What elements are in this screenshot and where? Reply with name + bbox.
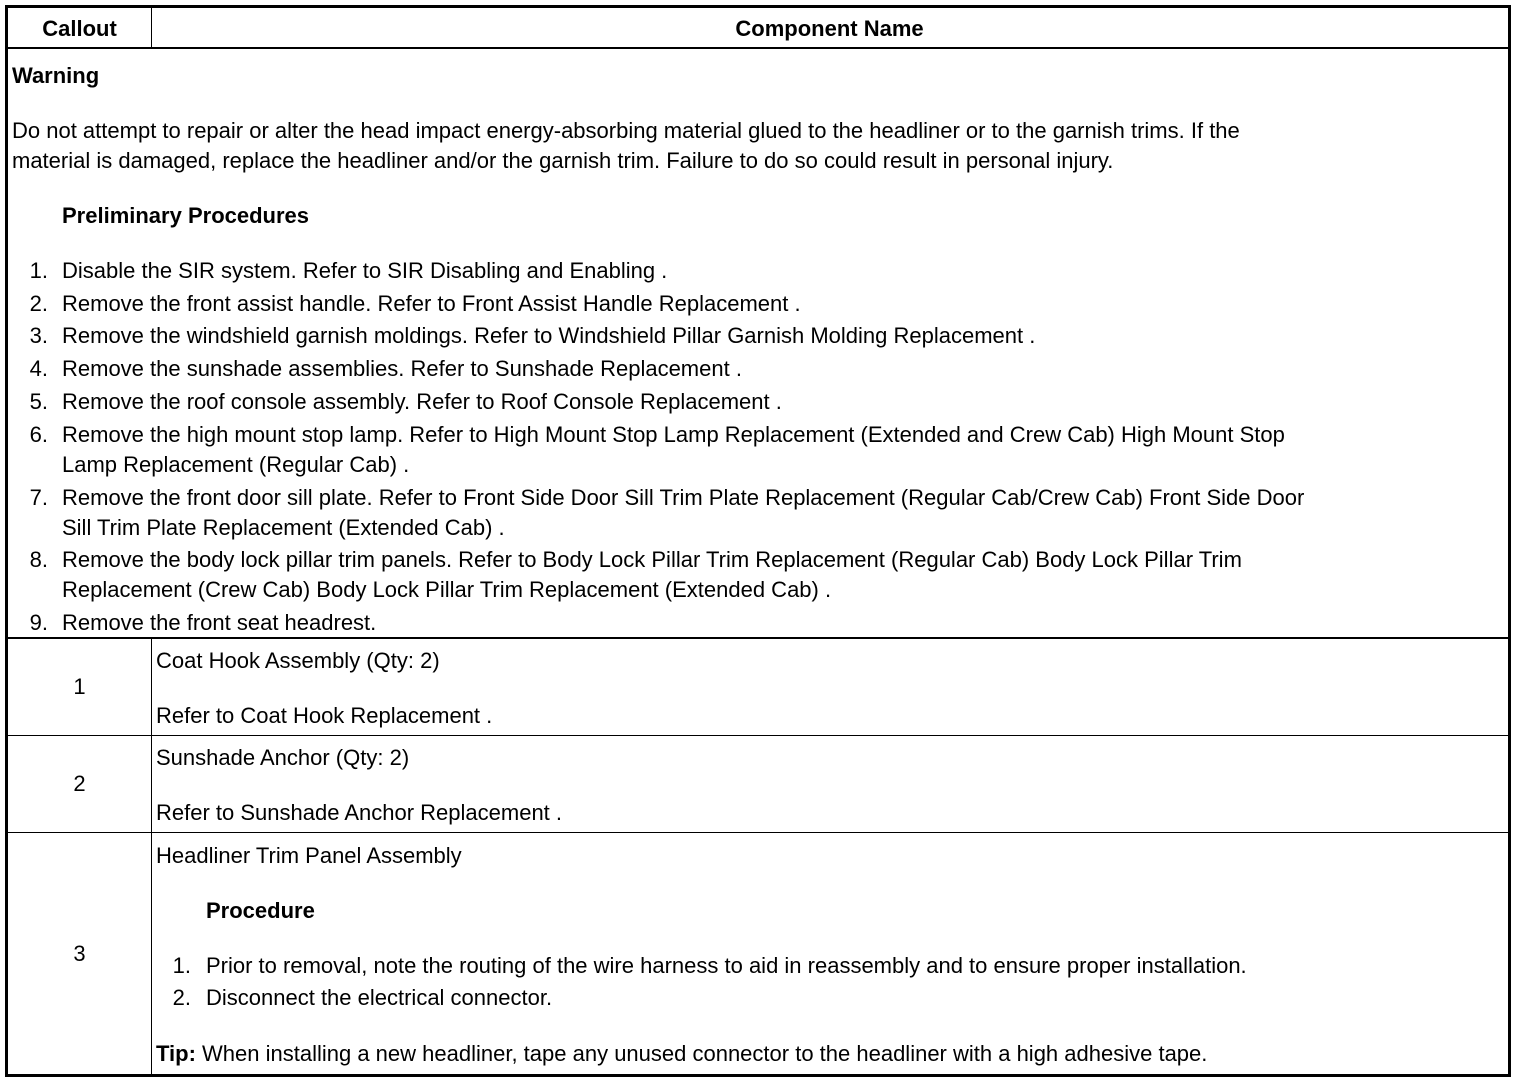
- step-text: Remove the roof console assembly. Refer to Roof Console Replacement .: [62, 389, 782, 414]
- preliminary-heading: Preliminary Procedures: [62, 203, 310, 228]
- procedure-heading: Procedure: [206, 898, 315, 923]
- step-number: 7.: [29, 485, 48, 510]
- component-table: [5, 5, 1511, 1077]
- step-number: 4.: [29, 356, 48, 381]
- step-text: Remove the sunshade assemblies. Refer to Sunshade Replacement .: [62, 356, 742, 381]
- step-text: Prior to removal, note the routing of the wire harness to aid in reassembly and to ensure proper installation.: [206, 953, 1247, 978]
- warning-text-line1: Do not attempt to repair or alter the head impact energy-absorbing material glued to the headliner or to the garnish trims. If the: [12, 118, 1240, 143]
- table-row: [8, 639, 1508, 736]
- step-number: 1.: [172, 953, 191, 978]
- step-number: 5.: [29, 389, 48, 414]
- step-number: 1.: [29, 258, 48, 283]
- callout-number: 1: [8, 639, 152, 735]
- step-text: Remove the front seat headrest.: [62, 610, 377, 635]
- step-number: 3.: [29, 323, 48, 348]
- step-text-continued: Sill Trim Plate Replacement (Extended Cab) .: [62, 515, 505, 540]
- header-component-name: Component Name: [735, 15, 924, 41]
- table-header: [8, 8, 1508, 49]
- step-number: 6.: [29, 422, 48, 447]
- table-row: [8, 833, 1508, 1074]
- callout-number: 3: [8, 833, 152, 1074]
- table-row: [8, 736, 1508, 833]
- step-text: Disable the SIR system. Refer to SIR Disabling and Enabling .: [62, 258, 668, 283]
- step-text: Remove the front assist handle. Refer to Front Assist Handle Replacement .: [62, 291, 801, 316]
- callout-number: 2: [8, 736, 152, 832]
- step-text: Disconnect the electrical connector.: [206, 985, 553, 1010]
- step-text-continued: Lamp Replacement (Regular Cab) .: [62, 452, 410, 477]
- step-number: 2.: [172, 985, 191, 1010]
- component-cell: [151, 833, 1508, 1074]
- warning-text-line2: material is damaged, replace the headliner and/or the garnish trim. Failure to do so could result in personal injury.: [12, 148, 1114, 173]
- component-name: Coat Hook Assembly (Qty: 2): [156, 648, 440, 673]
- header-callout: Callout: [8, 8, 152, 49]
- intro-row: [8, 49, 1508, 639]
- step-text: Remove the body lock pillar trim panels. Refer to Body Lock Pillar Trim Replacement (Regular Cab) Body Lock Pillar Trim: [62, 547, 1242, 572]
- tip-note: [156, 1039, 1207, 1069]
- tip-label: Tip:: [156, 1041, 196, 1066]
- step-number: 9.: [29, 610, 48, 635]
- step-text-continued: Replacement (Crew Cab) Body Lock Pillar Trim Replacement (Extended Cab) .: [62, 577, 832, 602]
- step-text: Remove the windshield garnish moldings. Refer to Windshield Pillar Garnish Molding Replacement .: [62, 323, 1036, 348]
- step-number: 2.: [29, 291, 48, 316]
- step-text: Remove the front door sill plate. Refer to Front Side Door Sill Trim Plate Replacement (Regular Cab/Crew Cab) Front Side Door: [62, 485, 1305, 510]
- component-cell: [151, 736, 1508, 832]
- component-cell: [151, 639, 1508, 735]
- step-number: 8.: [29, 547, 48, 572]
- component-reference: Refer to Coat Hook Replacement .: [156, 703, 493, 728]
- step-text: Remove the high mount stop lamp. Refer to High Mount Stop Lamp Replacement (Extended and Crew Cab) High Mount Stop: [62, 422, 1285, 447]
- tip-text: When installing a new headliner, tape any unused connector to the headliner with a high adhesive tape.: [195, 1041, 1208, 1066]
- component-reference: Refer to Sunshade Anchor Replacement .: [156, 800, 563, 825]
- component-name: Headliner Trim Panel Assembly: [156, 843, 462, 868]
- component-name: Sunshade Anchor (Qty: 2): [156, 745, 410, 770]
- warning-heading: Warning: [12, 63, 100, 88]
